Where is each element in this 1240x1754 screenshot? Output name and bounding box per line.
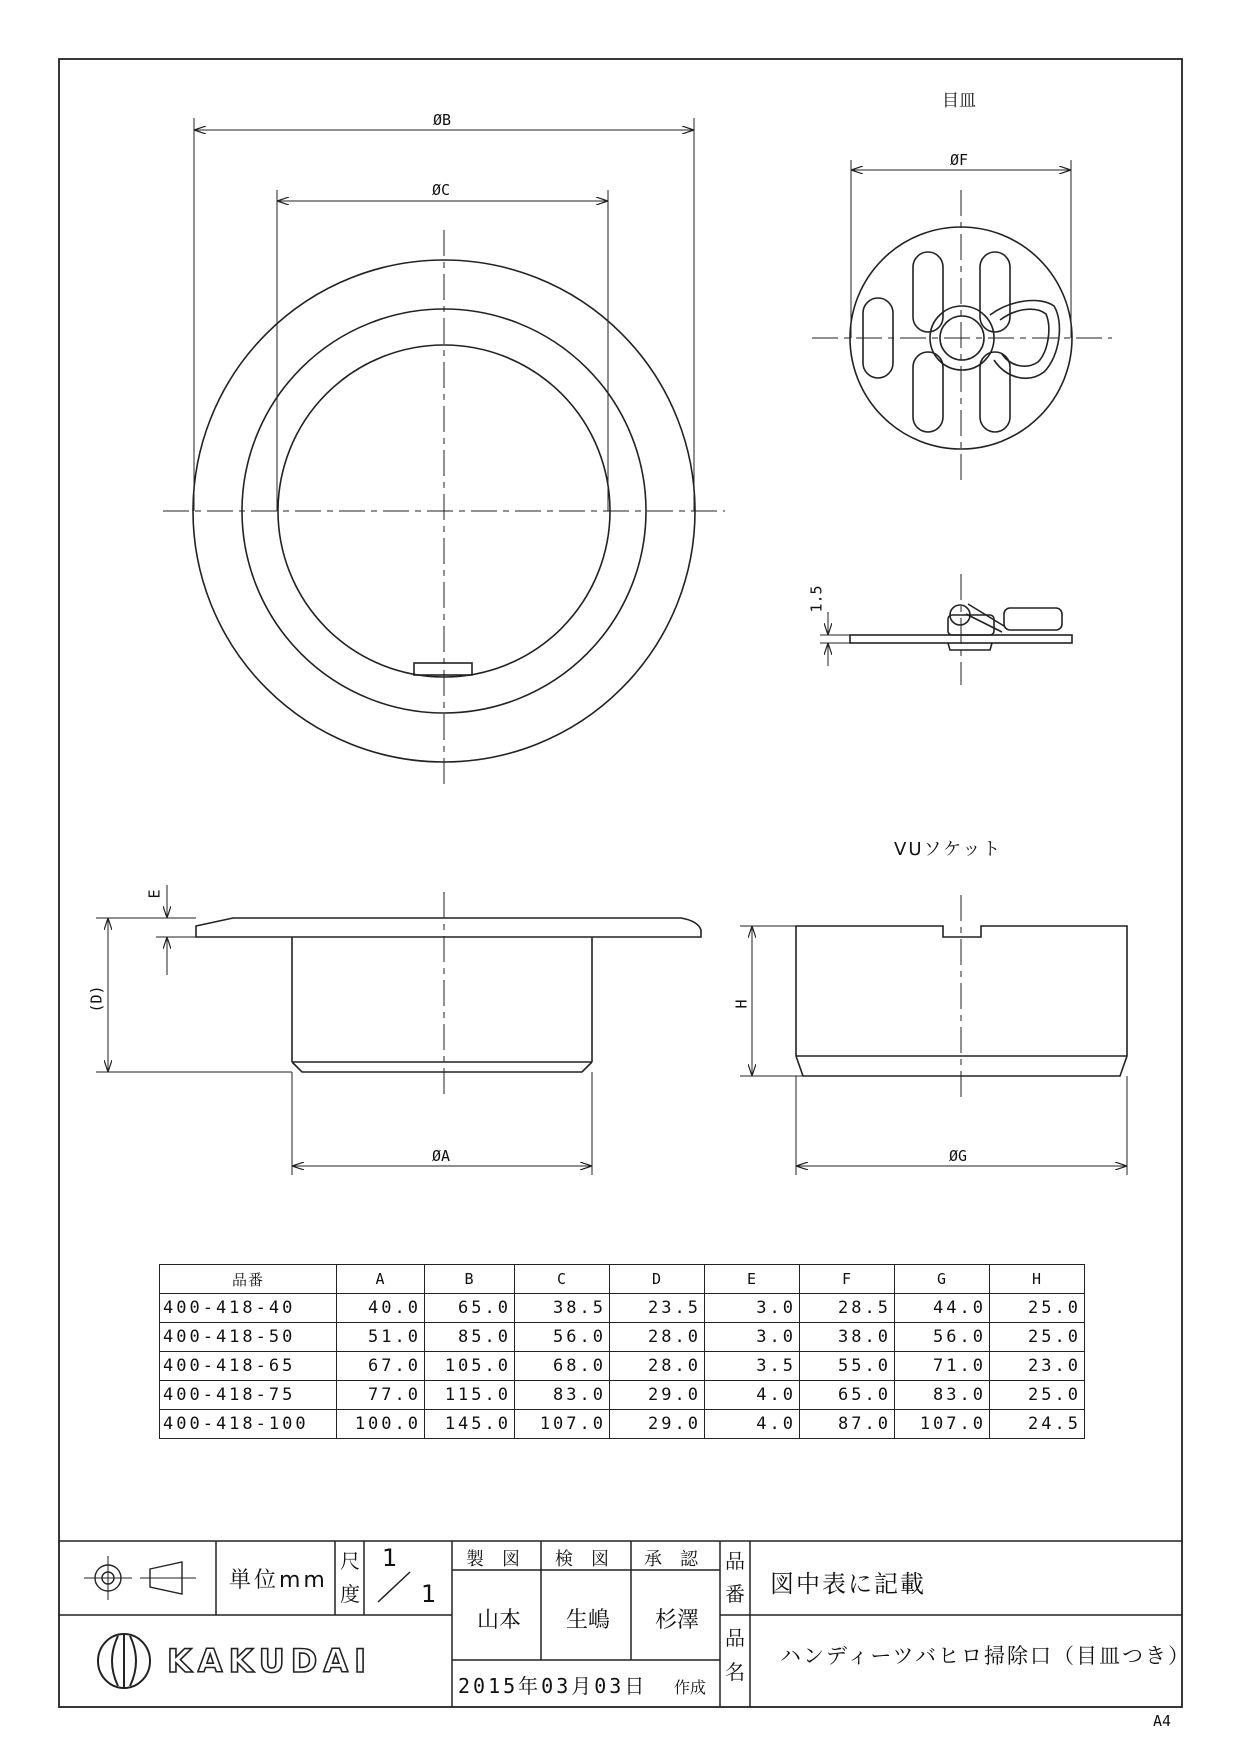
- plate-side-view: [820, 574, 1072, 685]
- cell-part-no: 400-418-40: [160, 1294, 337, 1323]
- cell-a: 40.0: [337, 1294, 425, 1323]
- dim-label-d: (D): [87, 985, 106, 1013]
- top-view: [163, 118, 725, 790]
- scale-label-1: 尺: [340, 1549, 360, 1573]
- cell-c: 68.0: [515, 1352, 610, 1381]
- cell-d: 29.0: [610, 1410, 705, 1439]
- cell-part-no: 400-418-50: [160, 1323, 337, 1352]
- cell-d: 28.0: [610, 1352, 705, 1381]
- spec-table-header: [160, 1265, 1085, 1294]
- drawn-by: 山本: [477, 1608, 522, 1633]
- cell-h: 25.0: [990, 1323, 1085, 1352]
- cell-d: 28.0: [610, 1323, 705, 1352]
- vu-socket-view: [740, 895, 1127, 1175]
- table-row: [160, 1294, 1085, 1323]
- dim-label-a: ØA: [432, 1147, 451, 1165]
- cell-g: 107.0: [895, 1410, 990, 1439]
- cell-e: 4.0: [705, 1381, 800, 1410]
- dim-label-c: ØC: [432, 181, 451, 199]
- plate-top-view: [812, 160, 1112, 486]
- spec-table: [159, 1264, 1085, 1439]
- cell-g: 71.0: [895, 1352, 990, 1381]
- cell-e: 3.0: [705, 1294, 800, 1323]
- cell-f: 87.0: [800, 1410, 895, 1439]
- name-label-1: 品: [725, 1626, 745, 1650]
- drawn-label: 製 図: [466, 1549, 520, 1570]
- header-c: C: [515, 1265, 610, 1294]
- body-side-view: [96, 885, 701, 1175]
- cell-h: 25.0: [990, 1381, 1085, 1410]
- scale-label-2: 度: [340, 1582, 360, 1606]
- table-row: [160, 1352, 1085, 1381]
- part-no-value: 図中表に記載: [770, 1570, 926, 1598]
- header-e: E: [705, 1265, 800, 1294]
- cell-h: 24.5: [990, 1410, 1085, 1439]
- cell-part-no: 400-418-100: [160, 1410, 337, 1439]
- cell-a: 51.0: [337, 1323, 425, 1352]
- header-f: F: [800, 1265, 895, 1294]
- cell-e: 4.0: [705, 1410, 800, 1439]
- cell-b: 85.0: [425, 1323, 515, 1352]
- scale-denominator: 1: [421, 1580, 437, 1608]
- dim-label-h: H: [732, 999, 751, 1009]
- cell-c: 83.0: [515, 1381, 610, 1410]
- plate-view-title: 目皿: [942, 91, 976, 111]
- dim-label-e: E: [145, 889, 164, 899]
- cell-h: 23.0: [990, 1352, 1085, 1381]
- dim-label-plate-thickness: 1.5: [807, 585, 826, 613]
- cell-c: 38.5: [515, 1294, 610, 1323]
- product-name: ハンディーツバヒロ掃除口（目皿つき）: [780, 1644, 1192, 1668]
- cell-a: 100.0: [337, 1410, 425, 1439]
- projection-symbol-icon: [84, 1556, 196, 1600]
- cell-f: 65.0: [800, 1381, 895, 1410]
- name-label-2: 名: [725, 1660, 745, 1684]
- header-h: H: [990, 1265, 1085, 1294]
- company-logo-text: KAKUDAI: [167, 1642, 373, 1680]
- cell-a: 67.0: [337, 1352, 425, 1381]
- dim-label-f: ØF: [950, 151, 969, 169]
- cell-b: 115.0: [425, 1381, 515, 1410]
- part-no-label-2: 番: [725, 1582, 745, 1606]
- cell-g: 44.0: [895, 1294, 990, 1323]
- created-label: 作成: [674, 1678, 707, 1697]
- part-no-label-1: 品: [725, 1549, 745, 1573]
- cell-g: 56.0: [895, 1323, 990, 1352]
- cell-d: 29.0: [610, 1381, 705, 1410]
- scale-numerator: 1: [382, 1544, 398, 1572]
- cell-part-no: 400-418-75: [160, 1381, 337, 1410]
- cell-f: 28.5: [800, 1294, 895, 1323]
- cell-b: 105.0: [425, 1352, 515, 1381]
- table-row: [160, 1410, 1085, 1439]
- created-date: 2015年03月03日: [458, 1674, 648, 1698]
- header-a: A: [337, 1265, 425, 1294]
- cell-part-no: 400-418-65: [160, 1352, 337, 1381]
- cell-a: 77.0: [337, 1381, 425, 1410]
- paper-size: A4: [1153, 1712, 1172, 1730]
- drawing-frame: [59, 59, 1182, 1707]
- socket-view-title: VUソケット: [894, 839, 1003, 860]
- table-row: [160, 1323, 1085, 1352]
- cell-f: 38.0: [800, 1323, 895, 1352]
- header-part-no: 品番: [160, 1265, 337, 1294]
- approved-label: 承 認: [644, 1549, 698, 1570]
- cell-g: 83.0: [895, 1381, 990, 1410]
- header-g: G: [895, 1265, 990, 1294]
- checked-by: 生嶋: [566, 1608, 611, 1633]
- cell-e: 3.0: [705, 1323, 800, 1352]
- approved-by: 杉澤: [655, 1608, 700, 1633]
- cell-h: 25.0: [990, 1294, 1085, 1323]
- cell-d: 23.5: [610, 1294, 705, 1323]
- cell-b: 65.0: [425, 1294, 515, 1323]
- cell-c: 107.0: [515, 1410, 610, 1439]
- header-b: B: [425, 1265, 515, 1294]
- cell-b: 145.0: [425, 1410, 515, 1439]
- cell-e: 3.5: [705, 1352, 800, 1381]
- table-row: [160, 1381, 1085, 1410]
- checked-label: 検 図: [555, 1549, 609, 1570]
- cell-c: 56.0: [515, 1323, 610, 1352]
- cell-f: 55.0: [800, 1352, 895, 1381]
- unit-label: 単位mm: [229, 1568, 328, 1593]
- header-d: D: [610, 1265, 705, 1294]
- kakudai-logo-icon: [98, 1634, 150, 1688]
- dim-label-g: ØG: [949, 1147, 968, 1165]
- dim-label-b: ØB: [433, 111, 452, 129]
